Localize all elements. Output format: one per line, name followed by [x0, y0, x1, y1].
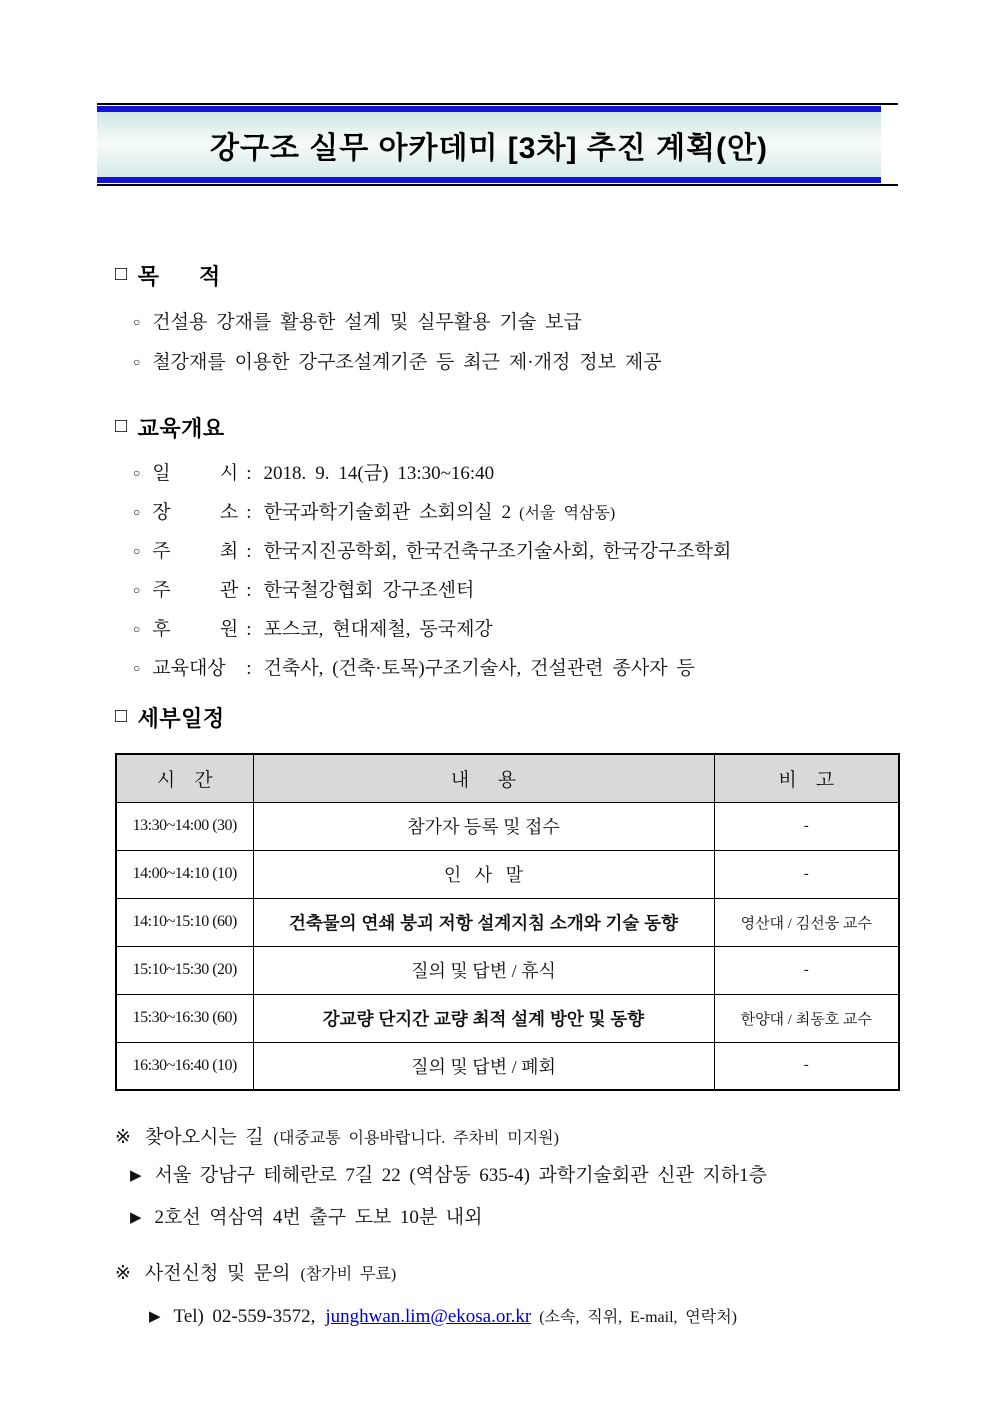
label-separator: :	[246, 658, 252, 679]
triangle-bullet-icon: ▶	[130, 1168, 142, 1184]
banner-top-rule	[97, 103, 898, 105]
banner-bottom-rule	[97, 184, 898, 186]
reference-mark-icon: ※	[115, 1263, 131, 1284]
field-value: 포스코, 현대제철, 동국제강	[263, 619, 493, 640]
list-item	[115, 618, 905, 643]
field-label: 교육대상	[152, 658, 226, 679]
label-separator: :	[246, 580, 252, 601]
field-label: 주 관	[152, 580, 239, 601]
note-item-text: 서울 강남구 테헤란로 7길 22 (역삼동 635-4) 과학기술회관 신관 지하1층	[154, 1165, 767, 1186]
purpose-item-text: 철강재를 이용한 강구조설계기준 등 최근 제·개정 정보 제공	[152, 352, 662, 373]
cell-note: -	[714, 1042, 899, 1090]
field-value: 2018. 9. 14(금) 13:30~16:40	[263, 463, 495, 484]
cell-time: 15:10~15:30 (20)	[116, 946, 253, 994]
field-value: 건축사, (건축·토목)구조기술사, 건설관련 종사자 등	[263, 658, 695, 679]
note-item	[115, 1303, 925, 1332]
table-row	[116, 898, 899, 946]
note-title: 사전신청 및 문의	[144, 1263, 291, 1284]
cell-content: 질의 및 답변 / 휴식	[253, 946, 714, 994]
cell-time: 13:30~14:00 (30)	[116, 802, 253, 850]
cell-time: 16:30~16:40 (10)	[116, 1042, 253, 1090]
list-item	[115, 351, 905, 376]
overview-items	[115, 462, 905, 682]
circle-bullet-icon: ○	[133, 505, 141, 519]
note-item-text: 2호선 역삼역 4번 출구 도보 10분 내외	[154, 1207, 483, 1228]
section-purpose	[115, 260, 905, 391]
circle-bullet-icon: ○	[133, 583, 141, 597]
note-subtext: (대중교통 이용바랍니다. 주차비 미지원)	[273, 1130, 559, 1147]
page-title: 강구조 실무 아카데미 [3차] 추진 계획(안)	[209, 131, 769, 165]
cell-content: 질의 및 답변 / 폐회	[253, 1042, 714, 1090]
overview-heading-label: 교육개요	[137, 416, 225, 441]
square-marker-icon: □	[115, 705, 128, 727]
purpose-heading-label: 목 적	[137, 264, 221, 289]
purpose-items	[115, 311, 905, 376]
field-value: 한국철강협회 강구조센터	[263, 580, 475, 601]
triangle-bullet-icon: ▶	[130, 1210, 142, 1226]
square-marker-icon: □	[115, 263, 128, 285]
field-value: 한국과학기술회관 소회의실 2	[263, 502, 512, 523]
field-label: 주 최	[152, 541, 239, 562]
list-item	[115, 657, 905, 682]
note-title-line	[115, 1122, 925, 1149]
note-title: 찾아오시는 길	[144, 1127, 264, 1148]
label-separator: :	[246, 541, 252, 562]
reference-mark-icon: ※	[115, 1127, 131, 1148]
label-separator: :	[246, 619, 252, 640]
note-registration	[115, 1258, 925, 1332]
cell-note: -	[714, 946, 899, 994]
cell-note: -	[714, 850, 899, 898]
triangle-bullet-icon: ▶	[149, 1309, 161, 1325]
circle-bullet-icon: ○	[133, 544, 141, 558]
phone-number: Tel) 02-559-3572,	[173, 1306, 316, 1327]
table-row	[116, 802, 899, 850]
note-item	[115, 1204, 925, 1233]
overview-heading	[115, 412, 905, 443]
email-suffix: (소속, 직위, E-mail, 연락처)	[539, 1309, 738, 1326]
cell-note: 영산대 / 김선웅 교수	[714, 898, 899, 946]
circle-bullet-icon: ○	[133, 622, 141, 636]
cell-content: 강교량 단지간 교량 최적 설계 방안 및 동향	[253, 994, 714, 1042]
cell-note: 한양대 / 최동호 교수	[714, 994, 899, 1042]
circle-bullet-icon: ○	[133, 355, 141, 369]
cell-note: -	[714, 802, 899, 850]
list-item	[115, 462, 905, 487]
circle-bullet-icon: ○	[133, 466, 141, 480]
schedule-table	[115, 753, 900, 1091]
field-label: 후 원	[152, 619, 239, 640]
list-item	[115, 311, 905, 336]
circle-bullet-icon: ○	[133, 315, 141, 329]
square-marker-icon: □	[115, 415, 128, 437]
list-item	[115, 501, 905, 526]
table-row	[116, 1042, 899, 1090]
field-value: 한국지진공학회, 한국건축구조기술사회, 한국강구조학회	[263, 541, 732, 562]
column-header-note: 비 고	[714, 754, 899, 802]
title-banner	[97, 106, 881, 183]
email-link[interactable]: junghwan.lim@ekosa.or.kr	[325, 1306, 532, 1327]
column-header-time: 시 간	[116, 754, 253, 802]
field-label: 일 시	[152, 463, 239, 484]
column-header-content: 내 용	[253, 754, 714, 802]
cell-time: 14:10~15:10 (60)	[116, 898, 253, 946]
field-value-small: (서울 역삼동)	[519, 505, 616, 522]
note-directions	[115, 1122, 925, 1233]
table-header-row	[116, 754, 899, 802]
cell-content: 인 사 말	[253, 850, 714, 898]
label-separator: :	[246, 502, 252, 523]
table-row	[116, 994, 899, 1042]
section-schedule	[115, 702, 905, 733]
schedule-heading-label: 세부일정	[137, 706, 225, 731]
list-item	[115, 579, 905, 604]
cell-content: 건축물의 연쇄 붕괴 저항 설계지침 소개와 기술 동향	[253, 898, 714, 946]
field-label: 장 소	[152, 502, 239, 523]
cell-time: 14:00~14:10 (10)	[116, 850, 253, 898]
purpose-heading	[115, 260, 905, 291]
table-row	[116, 946, 899, 994]
note-subtext: (참가비 무료)	[300, 1266, 397, 1283]
purpose-item-text: 건설용 강재를 활용한 설계 및 실무활용 기술 보급	[152, 312, 582, 333]
cell-content: 참가자 등록 및 접수	[253, 802, 714, 850]
note-title-line	[115, 1258, 925, 1285]
note-item	[115, 1162, 925, 1191]
cell-time: 15:30~16:30 (60)	[116, 994, 253, 1042]
section-overview	[115, 412, 905, 696]
table-row	[116, 850, 899, 898]
schedule-heading	[115, 702, 905, 733]
circle-bullet-icon: ○	[133, 661, 141, 675]
list-item	[115, 540, 905, 565]
label-separator: :	[246, 463, 252, 484]
